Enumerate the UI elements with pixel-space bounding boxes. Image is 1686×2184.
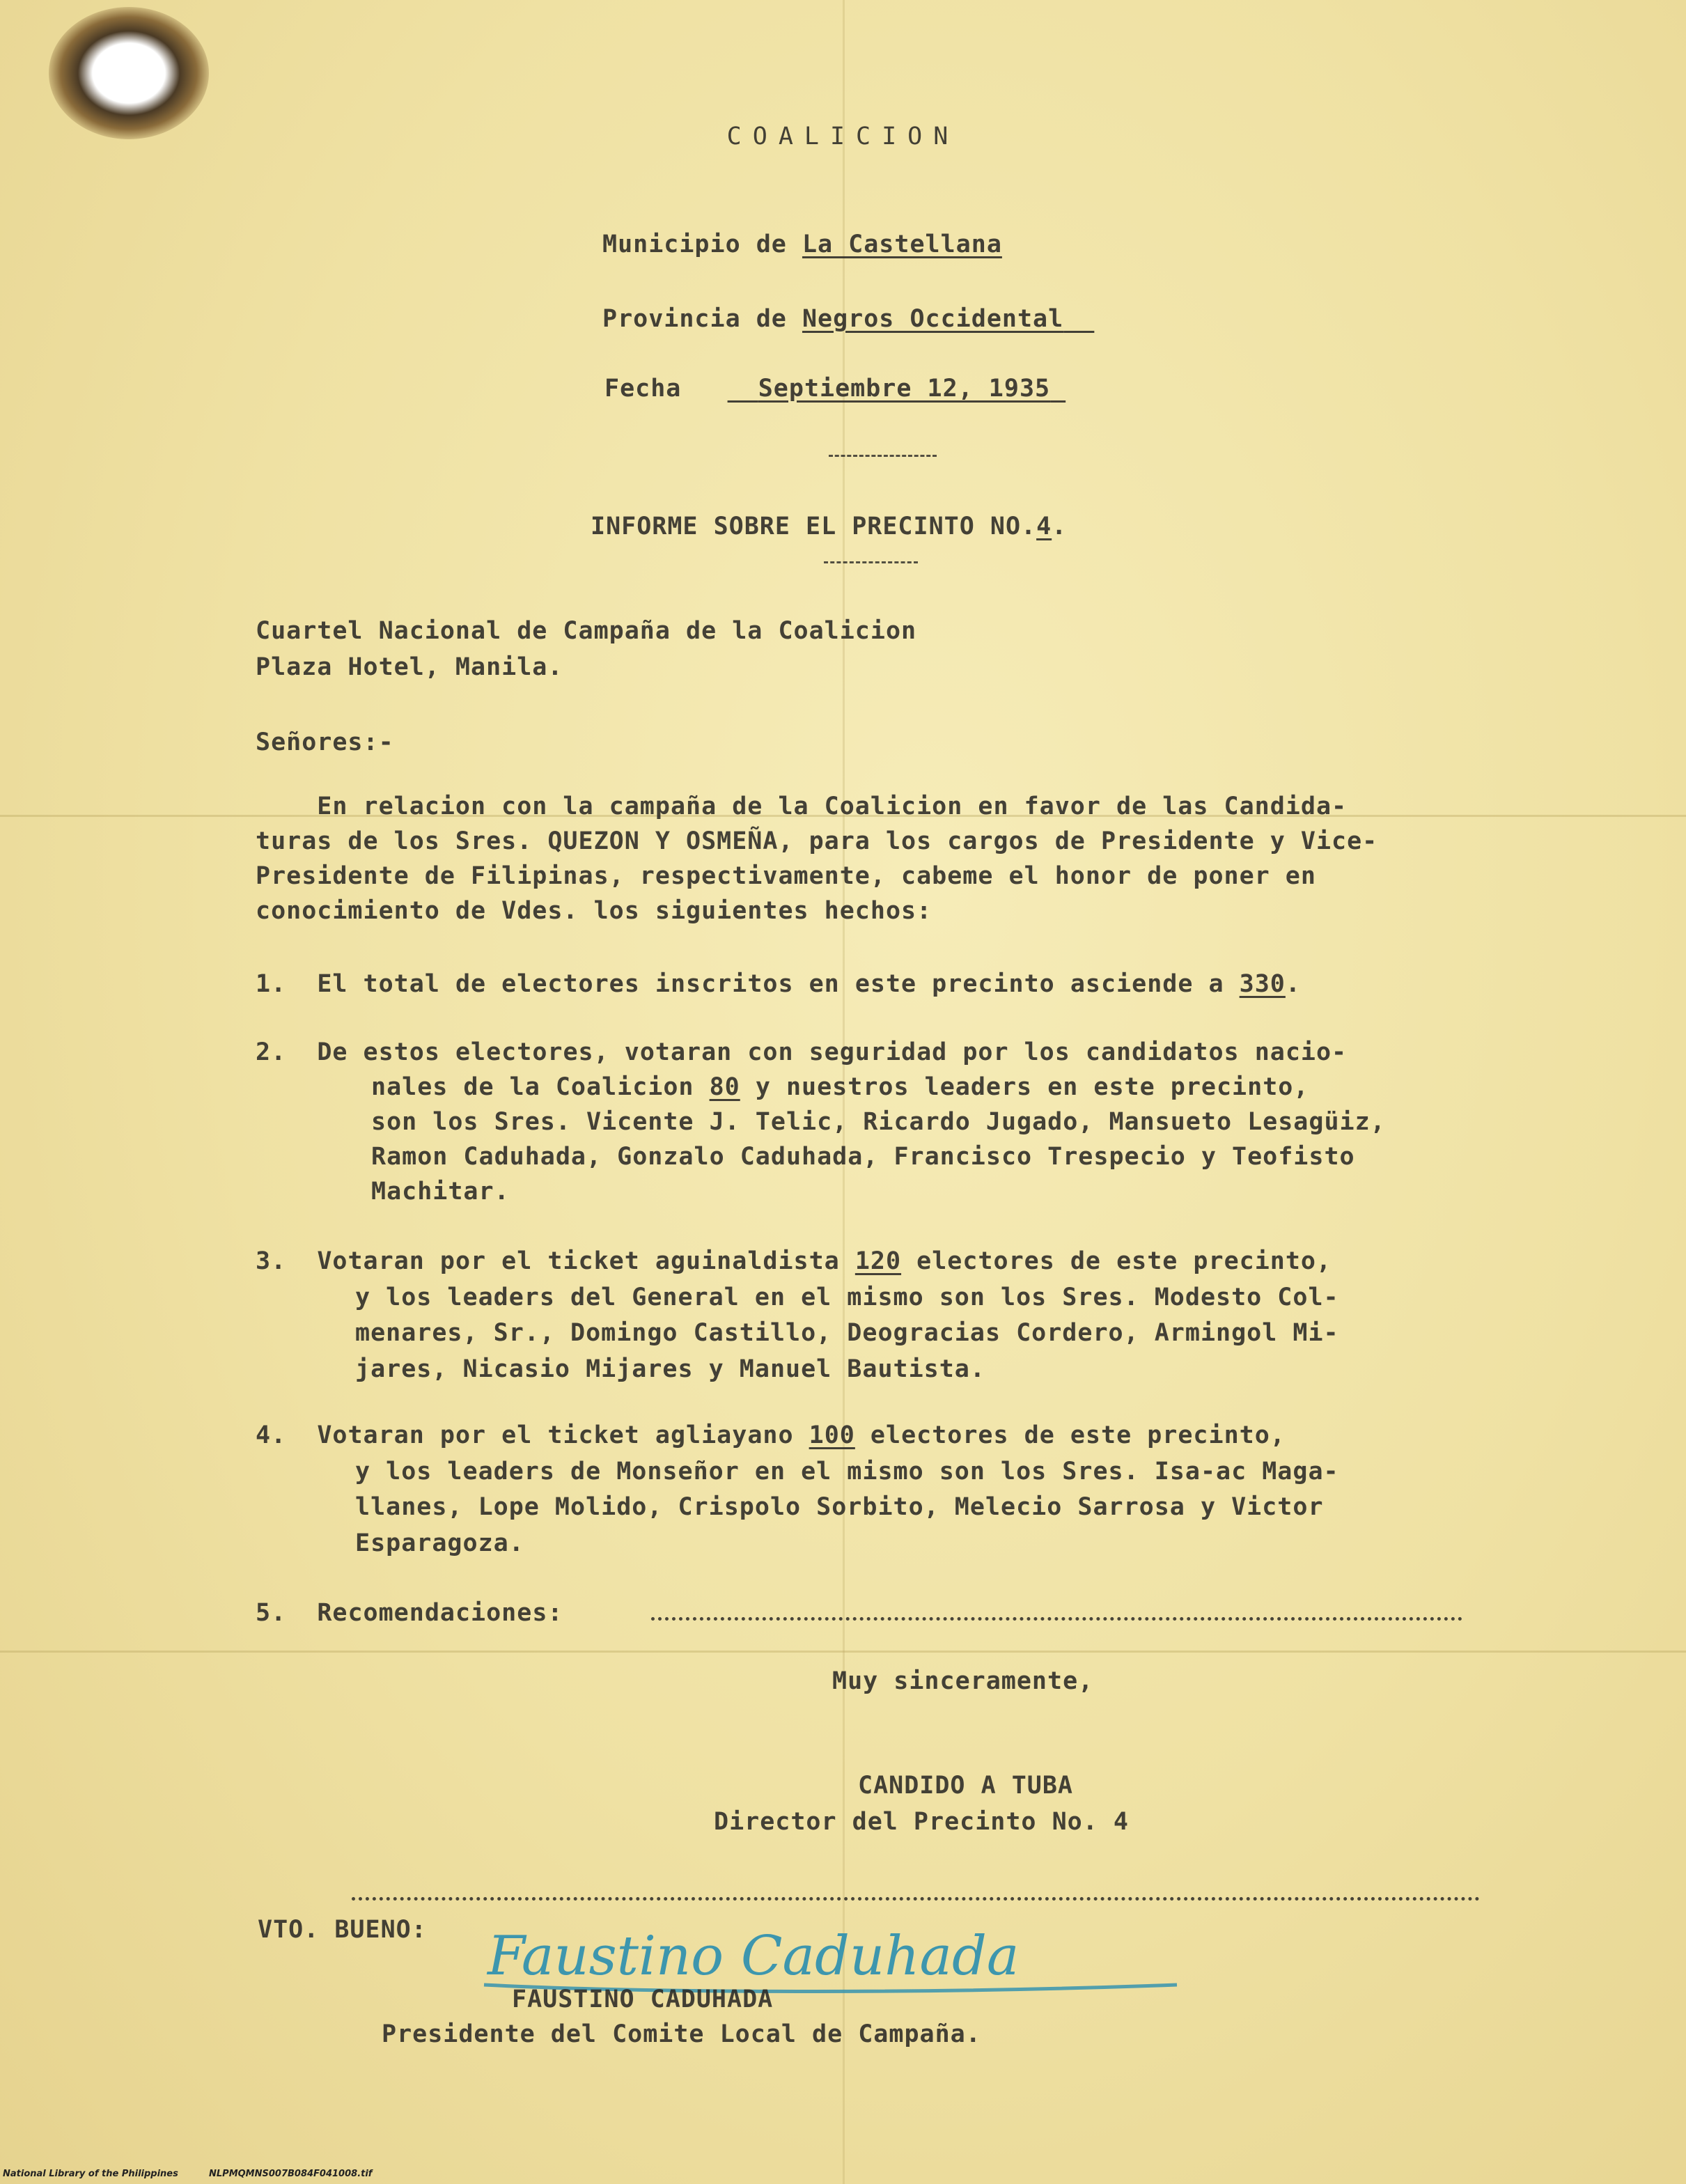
salutation: Señores:- (256, 728, 394, 756)
item-3-line: jares, Nicasio Mijares y Manuel Bautista. (355, 1355, 985, 1383)
item-number: 3. (256, 1247, 287, 1275)
provincia-label: Provincia de (602, 305, 787, 333)
item-3: 3. Votaran por el ticket aguinaldista 120 electores de este precinto, (256, 1247, 1332, 1275)
item-4: 4. Votaran por el ticket agliayano 100 electores de este precinto, (256, 1421, 1286, 1449)
intro-line: Presidente de Filipinas, respectivamente, cabeme el honor de poner en (256, 862, 1316, 890)
fecha-value: Septiembre 12, 1935 (758, 375, 1051, 403)
item-number: 4. (256, 1421, 287, 1449)
recommendations-dotted-line (651, 1617, 1462, 1621)
approver-role: Presidente del Comite Local de Campaña. (382, 2020, 981, 2048)
item-3-line: menares, Sr., Domingo Castillo, Deogracias Cordero, Armingol Mi- (355, 1319, 1339, 1347)
registered-voters-value: 330 (1239, 970, 1286, 998)
signer-role: Director del Precinto No. 4 (714, 1808, 1129, 1836)
municipio-label: Municipio de (602, 231, 787, 258)
item-4-line: Esparagoza. (355, 1529, 524, 1557)
signer-name: CANDIDO A TUBA (858, 1772, 1074, 1800)
addressee-line: Plaza Hotel, Manila. (256, 653, 563, 681)
aguinaldista-votes-value: 120 (854, 1247, 902, 1275)
item-2-line: nales de la Coalicion 80 y nuestros leaders en este precinto, (371, 1073, 1309, 1101)
document-title: COALICION (726, 123, 960, 150)
item-4-line: y los leaders de Monseñor en el mismo son los Sres. Isa-ac Maga- (355, 1458, 1339, 1485)
item-number: 1. (256, 970, 287, 998)
intro-line: En relacion con la campaña de la Coalicion en favor de las Candida- (256, 793, 1348, 820)
item-2-line: son los Sres. Vicente J. Telic, Ricardo Jugado, Mansueto Lesagüiz, (371, 1108, 1386, 1136)
closing: Muy sinceramente, (832, 1667, 1094, 1695)
municipio-line (602, 230, 1002, 259)
addressee-line: Cuartel Nacional de Campaña de la Coalicion (256, 617, 917, 645)
report-title: INFORME SOBRE EL PRECINTO NO.4. (591, 513, 1068, 540)
separator (829, 455, 937, 457)
provincia-line (602, 304, 1094, 334)
approval-label: VTO. BUENO: (258, 1916, 427, 1944)
item-2-line: Ramon Caduhada, Gonzalo Caduhada, Francisco Trespecio y Teofisto (371, 1143, 1355, 1171)
footer-file-id: NLPMQMNS007B084F041008.tif (209, 2169, 373, 2179)
intro-line: conocimiento de Vdes. los siguientes hechos: (256, 897, 932, 925)
intro-line: turas de los Sres. QUEZON Y OSMEÑA, para los cargos de Presidente y Vice- (256, 827, 1378, 855)
item-5: 5. Recomendaciones: (256, 1599, 563, 1627)
item-2: 2. De estos electores, votaran con seguridad por los candidatos nacio- (256, 1038, 1348, 1066)
item-number: 5. (256, 1599, 287, 1627)
coalition-votes-value: 80 (709, 1073, 740, 1101)
agliayano-votes-value: 100 (809, 1421, 855, 1449)
precinct-number: 4 (1036, 513, 1052, 540)
footer-library: National Library of the Philippines (3, 2169, 178, 2179)
separator (824, 561, 918, 563)
item-2-line: Machitar. (371, 1178, 510, 1206)
approval-dotted-line (352, 1897, 1480, 1901)
municipio-value: La Castellana (802, 231, 1002, 258)
item-3-line: y los leaders del General en el mismo son los Sres. Modesto Col- (355, 1284, 1339, 1311)
signature-text: Faustino Caduhada (487, 1925, 1020, 1988)
burn-hole (49, 7, 209, 139)
item-4-line: llanes, Lope Molido, Crispolo Sorbito, Melecio Sarrosa y Victor (355, 1493, 1324, 1521)
fecha-line (604, 374, 1066, 403)
fecha-label: Fecha (604, 375, 682, 403)
item-1: 1. El total de electores inscritos en este precinto asciende a 330. (256, 970, 1301, 998)
item-number: 2. (256, 1038, 287, 1066)
provincia-value: Negros Occidental (802, 305, 1064, 333)
approver-name: FAUSTINO CADUHADA (512, 1986, 774, 2013)
